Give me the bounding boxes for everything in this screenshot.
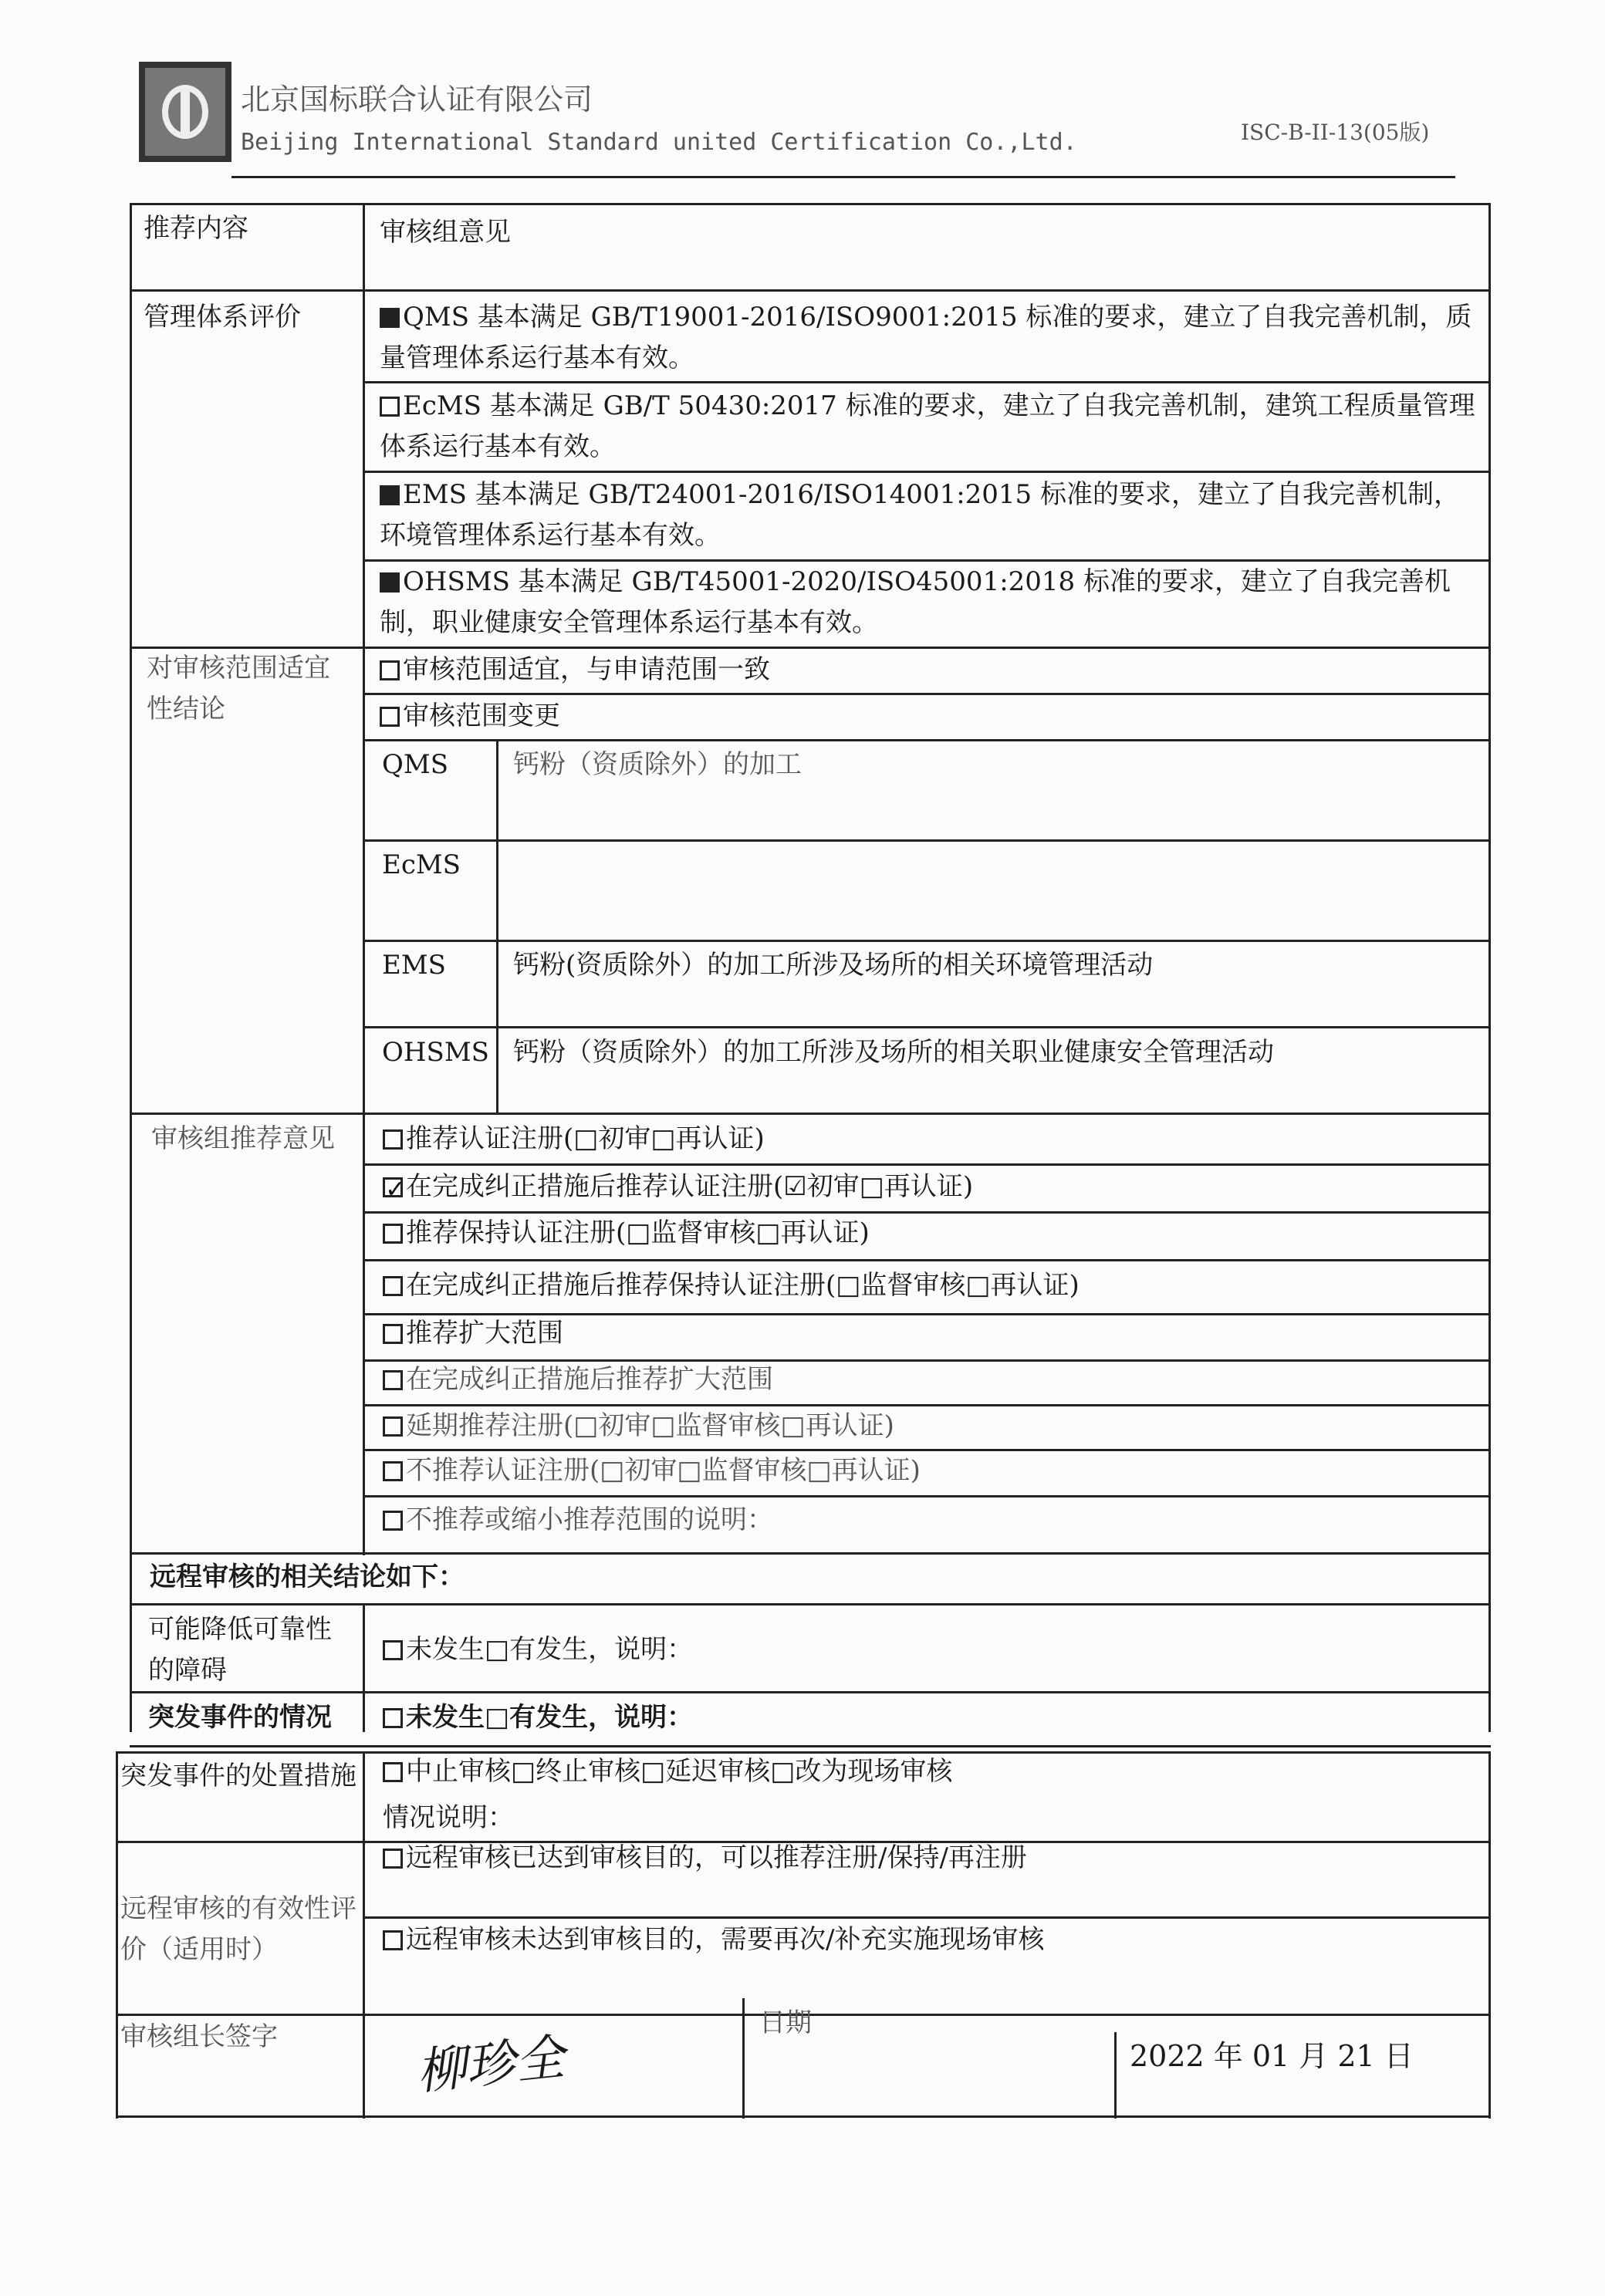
recommend-label: 审核组推荐意见 (151, 1123, 335, 1154)
scope-std-ecms: EcMS (382, 849, 461, 880)
checkbox-empty-icon[interactable] (383, 1930, 403, 1950)
recommend-item-2 (383, 1167, 973, 1207)
mgmt-item-text: OHSMS 基本满足 GB/T45001-2020/ISO45001:2018 标准的要求，建立了自我完善机制，职业健康安全管理体系运行基本有效。 (380, 566, 1451, 638)
recommend-item-text: 推荐扩大范围 (406, 1318, 563, 1349)
row-line (363, 739, 1491, 741)
scope-text-ems: 钙粉(资质除外）的加工所涉及场所的相关环境管理活动 (513, 950, 1154, 981)
lower-right-border (1488, 1751, 1491, 2119)
table-bottom-border (116, 2115, 1491, 2118)
leader-label: 审核组长签字 (120, 2021, 278, 2052)
recommend-item-text: 在完成纠正措施后推荐认证注册(☑初审□再认证) (406, 1171, 974, 1202)
checkbox-empty-icon[interactable] (383, 1276, 403, 1296)
scope-text-qms: 钙粉（资质除外）的加工 (513, 749, 802, 780)
date-value: 2022 年 01 月 21 日 (1130, 2039, 1414, 2073)
leader-signature: 柳珍全 (414, 2029, 568, 2102)
checkbox-empty-icon[interactable] (380, 660, 400, 680)
row-line (130, 1603, 1491, 1606)
mgmt-item-ohsms (380, 562, 1483, 643)
checkbox-empty-icon[interactable] (383, 1416, 403, 1437)
obstacle-option (383, 1629, 693, 1670)
measures-label: 突发事件的处置措施 (120, 1761, 356, 1791)
recommend-item-text: 在完成纠正措施后推荐保持认证注册(□监督审核□再认证) (406, 1270, 1080, 1301)
mgmt-item-text: EMS 基本满足 GB/T24001-2016/ISO14001:2015 标准的要求，建立了自我完善机制，环境管理体系运行基本有效。 (380, 479, 1460, 551)
scope-std-ems: EMS (382, 950, 446, 981)
mgmt-item-text: EcMS 基本满足 GB/T 50430:2017 标准的要求，建立了自我完善机制，建筑工程质量管理体系运行基本有效。 (380, 390, 1475, 462)
checkbox-empty-icon[interactable] (383, 1129, 403, 1150)
recommend-item-text: 在完成纠正措施后推荐扩大范围 (406, 1364, 773, 1395)
recommend-item-7 (383, 1406, 894, 1447)
row-line (363, 1495, 1491, 1497)
incident-option-text: 未发生□有发生，说明： (406, 1702, 694, 1733)
scope-std-ohsms: OHSMS (382, 1037, 489, 1068)
mgmt-item-ems (380, 474, 1483, 555)
col-head-left: 推荐内容 (144, 213, 248, 244)
recommend-item-3 (383, 1213, 870, 1254)
validity-option-2 (383, 1920, 1044, 1960)
measures-option (383, 1751, 952, 1792)
checkbox-filled-icon[interactable] (380, 308, 400, 328)
validity-label: 远程审核的有效性评价（适用时） (120, 1893, 356, 1965)
checkbox-empty-icon[interactable] (380, 397, 400, 417)
recommend-item-9 (383, 1500, 773, 1541)
row-line (130, 289, 1491, 292)
obstacle-label: 可能降低可靠性的障碍 (148, 1614, 332, 1686)
checkbox-filled-icon[interactable] (380, 485, 400, 505)
row-line (130, 1113, 1491, 1115)
row-line (363, 381, 1491, 383)
checkbox-empty-icon[interactable] (383, 1461, 403, 1481)
header-rule (231, 176, 1455, 178)
row-line (130, 1745, 1491, 1747)
checkbox-empty-icon[interactable] (383, 1370, 403, 1390)
row-line (130, 1691, 1491, 1693)
lower-divider (363, 1751, 365, 2119)
incident-option (383, 1697, 693, 1738)
row-line (363, 839, 1491, 842)
col-head-right: 审核组意见 (380, 217, 511, 248)
mgmt-item-ecms (380, 386, 1483, 467)
sig-divider-2 (1114, 2032, 1117, 2119)
company-logo (139, 62, 231, 162)
lower-left-border (116, 1751, 118, 2119)
row-line (363, 940, 1491, 942)
company-name-en: Beijing International Standard united Certification Co.,Ltd. (241, 129, 1077, 156)
mgmt-eval-label: 管理体系评价 (144, 302, 301, 333)
recommend-item-text: 推荐保持认证注册(□监督审核□再认证) (406, 1217, 870, 1248)
scope-option-1 (380, 650, 770, 690)
incident-label: 突发事件的情况 (148, 1702, 332, 1733)
scope-text-ohsms: 钙粉（资质除外）的加工所涉及场所的相关职业健康安全管理活动 (513, 1037, 1274, 1068)
row-line (130, 1552, 1491, 1555)
sig-divider-1 (742, 1998, 745, 2119)
scope-subtable-divider (496, 739, 498, 1113)
scope-label: 对审核范围适宜性结论 (147, 653, 330, 724)
checkbox-empty-icon[interactable] (383, 1640, 403, 1660)
scope-option-2 (380, 696, 560, 737)
row-line (363, 1916, 1491, 1919)
date-label: 日期 (759, 2007, 812, 2038)
checkbox-empty-icon[interactable] (383, 1762, 403, 1782)
logo-bar-icon (181, 91, 190, 134)
row-line (363, 1163, 1491, 1166)
recommend-item-4 (383, 1265, 1080, 1306)
recommend-item-1 (383, 1119, 765, 1160)
row-line (363, 1259, 1491, 1261)
checkbox-empty-icon[interactable] (383, 1324, 403, 1344)
checkbox-filled-icon[interactable] (380, 572, 400, 593)
recommend-item-6 (383, 1359, 773, 1400)
remote-heading: 远程审核的相关结论如下： (150, 1562, 465, 1592)
obstacle-option-text: 未发生□有发生，说明： (406, 1634, 694, 1665)
recommend-item-text: 不推荐或缩小推荐范围的说明： (406, 1504, 773, 1535)
validity-option-2-text: 远程审核未达到审核目的，需要再次/补充实施现场审核 (406, 1924, 1045, 1955)
company-name-cn: 北京国标联合认证有限公司 (241, 83, 593, 116)
checkbox-empty-icon[interactable] (383, 1224, 403, 1244)
form-code: ISC-B-II-13(05版) (1241, 120, 1430, 145)
validity-option-1-text: 远程审核已达到审核目的，可以推荐注册/保持/再注册 (406, 1842, 1027, 1873)
checkbox-empty-icon[interactable] (383, 1708, 403, 1728)
scope-option-1-text: 审核范围适宜，与申请范围一致 (403, 654, 770, 685)
table-left-border (130, 203, 132, 1732)
table-right-border (1488, 203, 1491, 1732)
checkbox-checked-icon[interactable] (383, 1177, 403, 1197)
recommend-item-5 (383, 1313, 563, 1354)
recommend-item-text: 延期推荐注册(□初审□监督审核□再认证) (406, 1410, 894, 1441)
row-line (363, 693, 1491, 695)
checkbox-empty-icon[interactable] (383, 1849, 403, 1869)
measures-option-text: 中止审核□终止审核□延迟审核□改为现场审核 (406, 1756, 953, 1787)
table-divider (363, 203, 365, 1732)
checkbox-empty-icon[interactable] (383, 1511, 403, 1531)
mgmt-item-qms (380, 297, 1483, 378)
row-line (363, 1026, 1491, 1028)
scope-option-2-text: 审核范围变更 (403, 701, 560, 731)
validity-option-1 (383, 1838, 1027, 1879)
mgmt-item-text: QMS 基本满足 GB/T19001-2016/ISO9001:2015 标准的要求，建立了自我完善机制，质量管理体系运行基本有效。 (380, 302, 1472, 373)
recommend-item-text: 推荐认证注册(□初审□再认证) (406, 1123, 765, 1154)
scope-std-qms: QMS (382, 749, 448, 780)
checkbox-empty-icon[interactable] (380, 707, 400, 727)
table-top-border (130, 203, 1491, 205)
recommend-item-8 (383, 1450, 921, 1491)
measures-note: 情况说明： (383, 1802, 514, 1833)
row-line (363, 471, 1491, 473)
recommend-item-text: 不推荐认证注册(□初审□监督审核□再认证) (406, 1455, 921, 1486)
